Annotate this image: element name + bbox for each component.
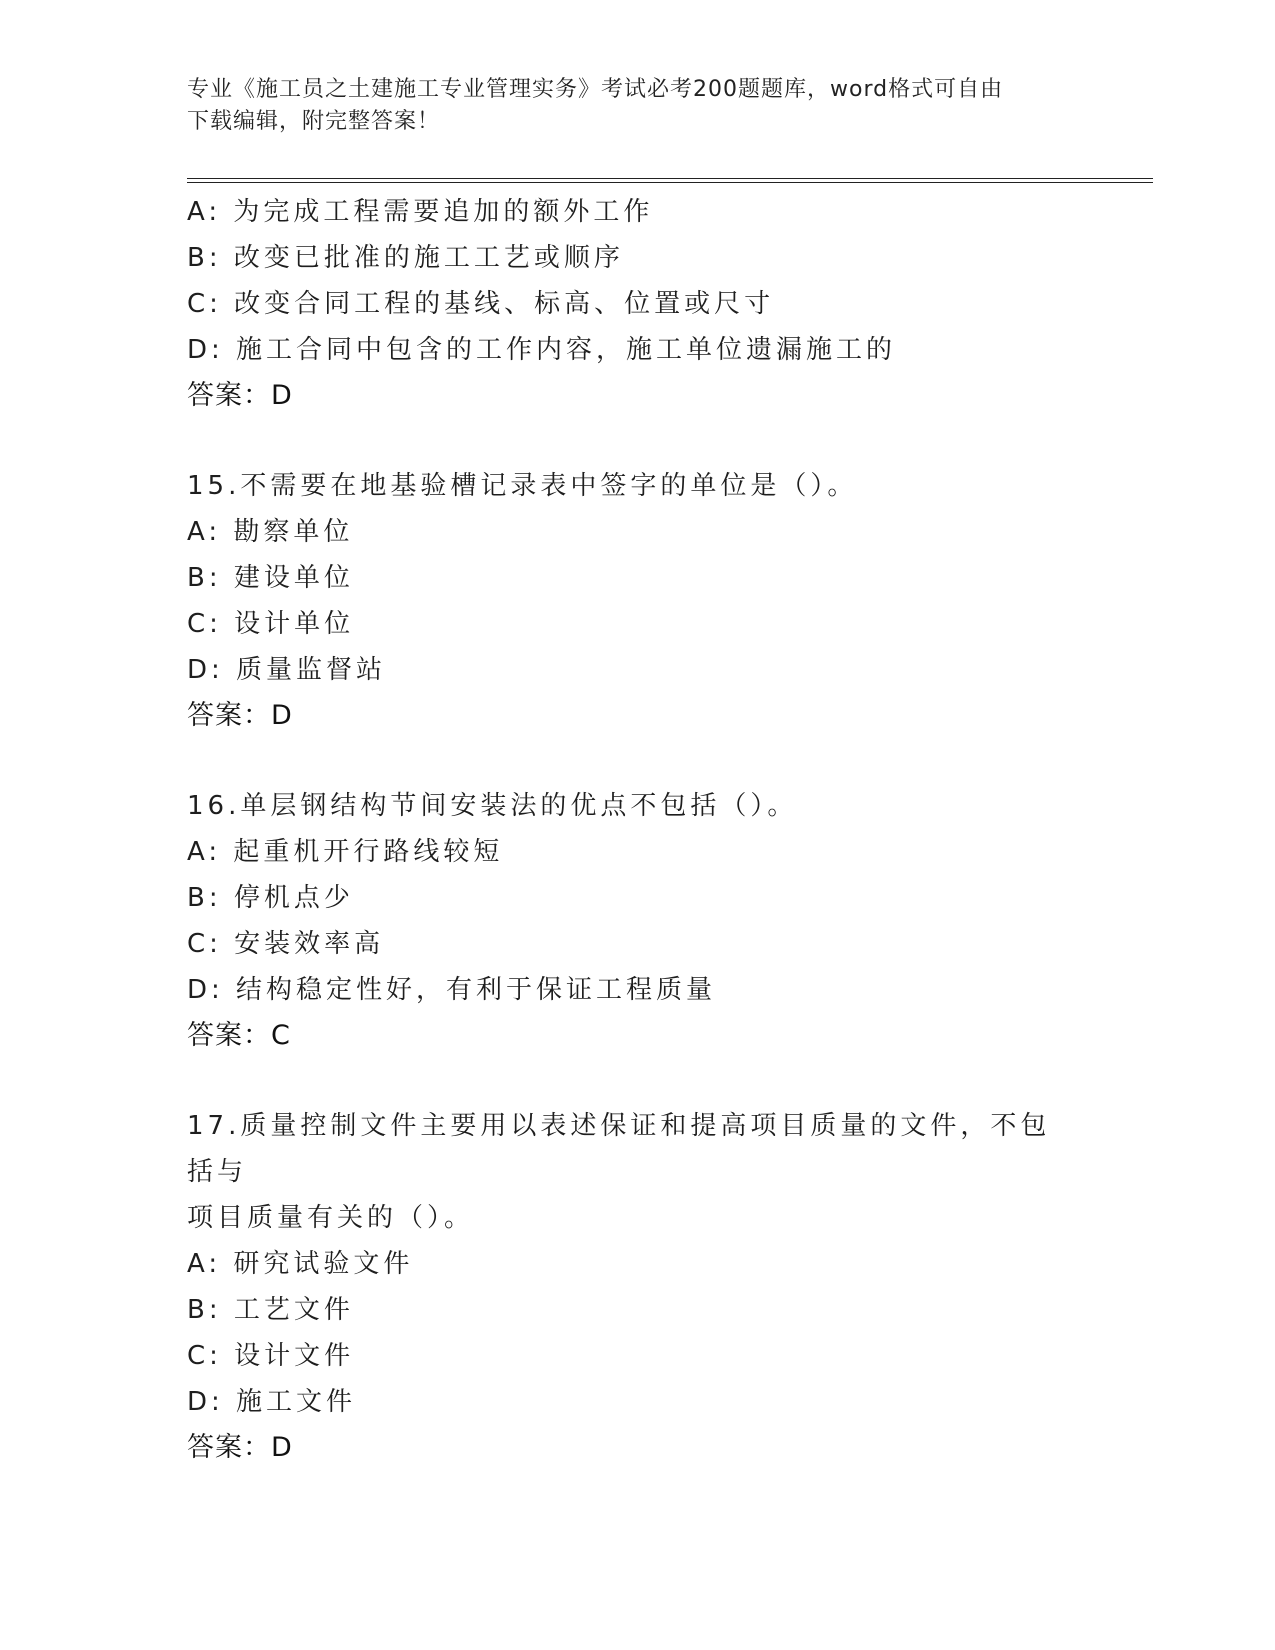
header-rule-bottom [187, 182, 1153, 183]
header-line-1: 专业《施工员之土建施工专业管理实务》考试必考200题题库，word格式可自由 [187, 77, 1004, 102]
option-c: C: 设计文件 [187, 1341, 355, 1371]
question-text-line-2: 项目质量有关的（）。 [187, 1203, 475, 1233]
answer: 答案：D [187, 700, 293, 731]
option-a: A: 为完成工程需要追加的额外工作 [187, 197, 654, 227]
question-list [187, 189, 1087, 1471]
question-text-line-1: 17.质量控制文件主要用以表述保证和提高项目质量的文件，不包括与 [187, 1111, 1051, 1187]
option-b: B: 工艺文件 [187, 1295, 354, 1325]
option-d: D: 施工文件 [187, 1387, 357, 1417]
question-15 [187, 463, 1087, 739]
option-c: C: 改变合同工程的基线、标高、位置或尺寸 [187, 289, 775, 319]
answer: 答案：D [187, 380, 293, 411]
question-14 [187, 189, 1087, 419]
question-text: 15.不需要在地基验槽记录表中签字的单位是（）。 [187, 471, 858, 501]
answer: 答案：C [187, 1020, 291, 1051]
question-17 [187, 1103, 1087, 1471]
option-b: B: 停机点少 [187, 883, 354, 913]
document-header [187, 74, 1077, 138]
option-d: D: 结构稳定性好，有利于保证工程质量 [187, 975, 717, 1005]
header-line-2: 下载编辑，附完整答案！ [187, 109, 441, 134]
question-text [187, 1103, 1067, 1241]
option-a: A: 起重机开行路线较短 [187, 837, 504, 867]
header-rule-top [187, 178, 1153, 179]
question-text: 16.单层钢结构节间安装法的优点不包括（）。 [187, 791, 798, 821]
option-d: D: 质量监督站 [187, 655, 387, 685]
option-d: D: 施工合同中包含的工作内容，施工单位遗漏施工的 [187, 335, 897, 365]
question-16 [187, 783, 1087, 1059]
answer: 答案：D [187, 1432, 293, 1463]
option-a: A: 研究试验文件 [187, 1249, 414, 1279]
option-b: B: 建设单位 [187, 563, 354, 593]
option-a: A: 勘察单位 [187, 517, 354, 547]
option-b: B: 改变已批准的施工工艺或顺序 [187, 243, 624, 273]
option-c: C: 安装效率高 [187, 929, 385, 959]
option-c: C: 设计单位 [187, 609, 355, 639]
